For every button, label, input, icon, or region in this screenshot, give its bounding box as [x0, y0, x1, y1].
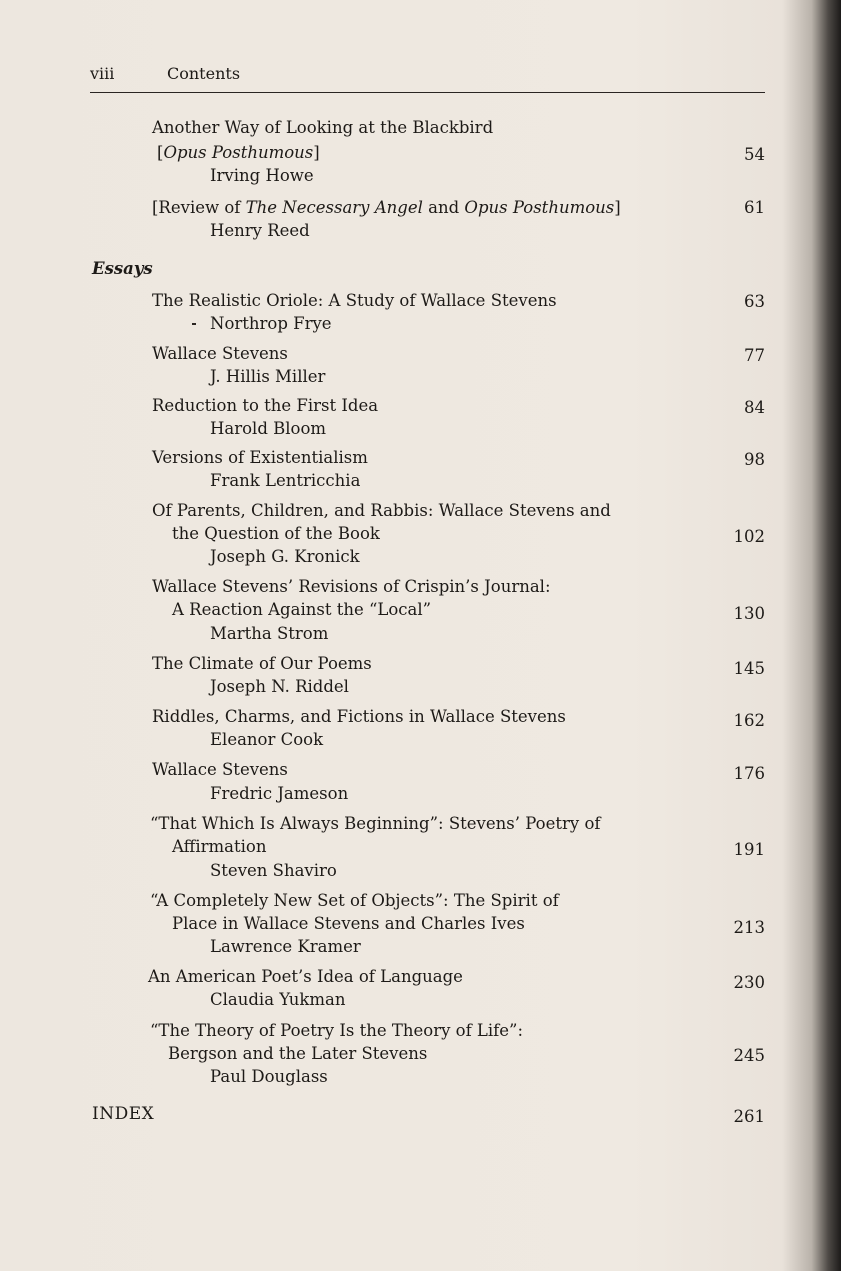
- entry-page-number: 63: [744, 292, 765, 311]
- entry-author: Eleanor Cook: [210, 730, 324, 749]
- entry-title: The Climate of Our Poems: [152, 654, 372, 673]
- entry-title: Versions of Existentialism: [152, 448, 368, 467]
- entry-author: Paul Douglass: [210, 1067, 328, 1086]
- entry-author: Northrop Frye: [210, 314, 332, 333]
- running-header: [90, 62, 765, 93]
- index-heading: INDEX: [92, 1104, 155, 1124]
- entry-author: Henry Reed: [210, 221, 310, 240]
- entry-title-continued: the Question of the Book: [172, 524, 380, 543]
- entry-page-number: 102: [733, 527, 765, 546]
- entry-author: Steven Shaviro: [210, 861, 337, 880]
- entry-page-number: 213: [733, 918, 765, 937]
- entry-title: “That Which Is Always Beginning”: Stevens’ Poetry of: [150, 814, 601, 833]
- entry-author: Fredric Jameson: [210, 784, 349, 803]
- ink-mark: [192, 323, 196, 325]
- entry-author: Frank Lentricchia: [210, 471, 361, 490]
- entry-title: Wallace Stevens’ Revisions of Crispin’s Journal:: [152, 577, 551, 596]
- entry-page-number: 261: [733, 1107, 765, 1126]
- entry-title: Riddles, Charms, and Fictions in Wallace Stevens: [152, 707, 566, 726]
- entry-page-number: 245: [733, 1046, 765, 1065]
- entry-title-continued: Affirmation: [172, 837, 267, 856]
- entry-author: Lawrence Kramer: [210, 937, 361, 956]
- entry-title: Wallace Stevens: [152, 760, 288, 779]
- entry-title: [Review of The Necessary Angel and Opus Posthumous]: [152, 198, 621, 217]
- entry-title: The Realistic Oriole: A Study of Wallace Stevens: [152, 291, 557, 310]
- entry-title: An American Poet’s Idea of Language: [148, 967, 463, 986]
- entry-page-number: 191: [733, 840, 765, 859]
- entry-title: Wallace Stevens: [152, 344, 288, 363]
- entry-author: Irving Howe: [210, 166, 314, 185]
- entry-page-number: 130: [733, 604, 765, 623]
- entry-author: Joseph N. Riddel: [210, 677, 349, 696]
- entry-title-continued: A Reaction Against the “Local”: [172, 600, 432, 619]
- entry-title: “The Theory of Poetry Is the Theory of Life”:: [150, 1021, 524, 1040]
- entry-title-continued: Place in Wallace Stevens and Charles Ives: [172, 914, 525, 933]
- entry-title: Reduction to the First Idea: [152, 396, 379, 415]
- entry-page-number: 61: [744, 198, 765, 217]
- entry-page-number: 162: [733, 711, 765, 730]
- entry-page-number: 54: [744, 145, 765, 164]
- entry-author: J. Hillis Miller: [210, 367, 326, 386]
- entry-title-continued: Bergson and the Later Stevens: [168, 1044, 428, 1063]
- entry-author: Martha Strom: [210, 624, 329, 643]
- section-heading-essays: Essays: [92, 259, 153, 278]
- entry-author: Claudia Yukman: [210, 990, 346, 1009]
- entry-author: Joseph G. Kronick: [210, 547, 360, 566]
- entry-title: “A Completely New Set of Objects”: The Spirit of: [150, 891, 559, 910]
- running-title: Contents: [167, 64, 241, 83]
- entry-page-number: 77: [744, 346, 765, 365]
- entry-page-number: 98: [744, 450, 765, 469]
- page-folio: viii: [90, 64, 115, 83]
- entry-subtitle: [Opus Posthumous]: [157, 143, 320, 162]
- entry-author: Harold Bloom: [210, 419, 327, 438]
- entry-page-number: 230: [733, 973, 765, 992]
- entry-page-number: 176: [733, 764, 765, 783]
- entry-page-number: 145: [733, 659, 765, 678]
- entry-title: Another Way of Looking at the Blackbird: [152, 118, 494, 137]
- entry-page-number: 84: [744, 398, 765, 417]
- entry-title: Of Parents, Children, and Rabbis: Wallace Stevens and: [152, 501, 611, 520]
